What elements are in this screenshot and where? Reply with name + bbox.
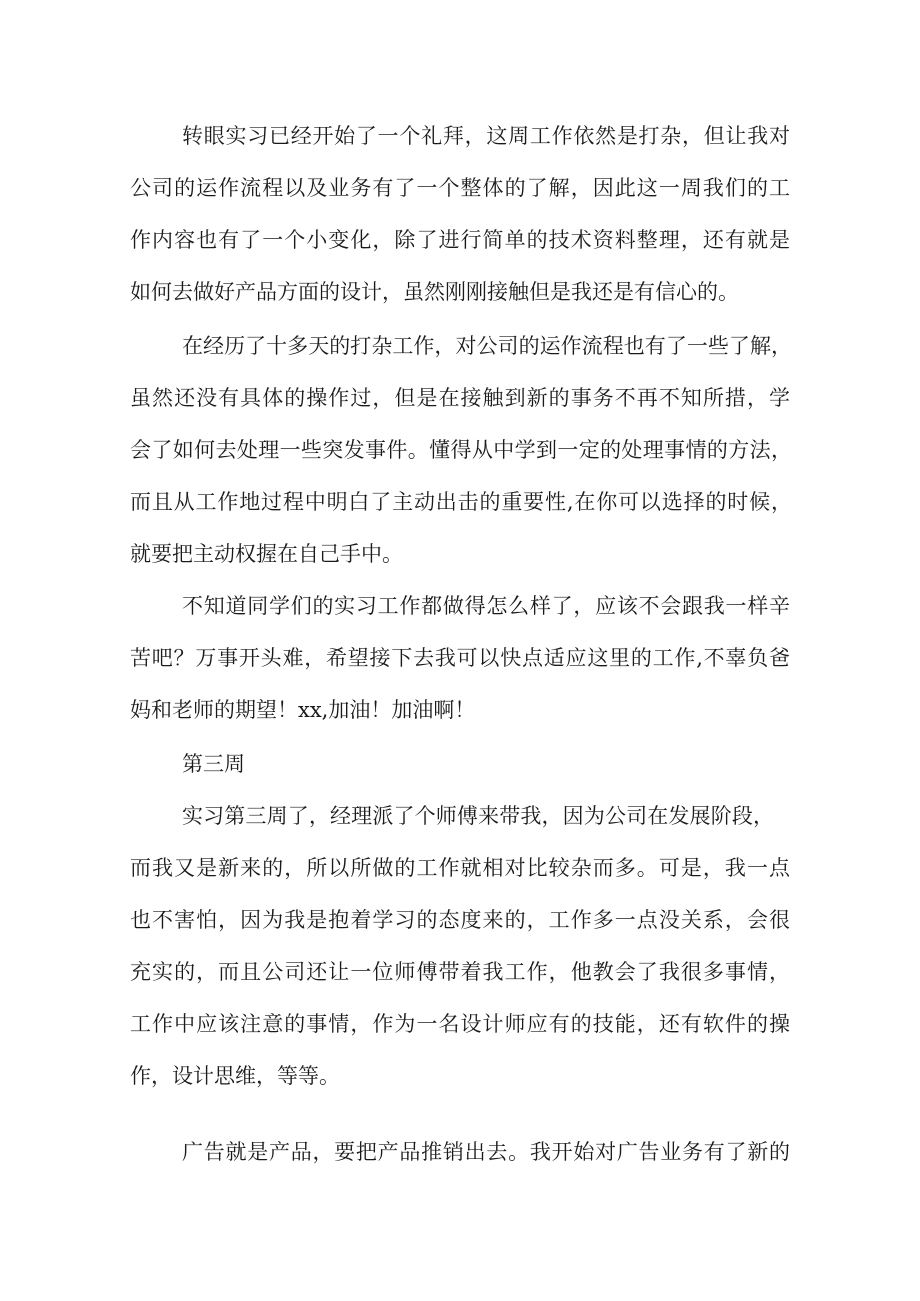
text-line: 公司的运作流程以及业务有了一个整体的了解，因此这一周我们的工 [130, 176, 790, 200]
text-line: 而我又是新来的，所以所做的工作就相对比较杂而多。可是，我一点 [130, 856, 790, 880]
text-line: 作内容也有了一个小变化，除了进行简单的技术资料整理，还有就是 [130, 228, 790, 252]
text-line: 而且从工作地过程中明白了主动出击的重要性,在你可以选择的时候， [130, 490, 792, 514]
text-line: 作，设计思维，等等。 [130, 1064, 340, 1088]
text-line: 苦吧？万事开头难，希望接下去我可以快点适应这里的工作,不辜负爸 [130, 646, 790, 670]
text-line: 转眼实习已经开始了一个礼拜，这周工作依然是打杂，但让我对 [182, 124, 790, 148]
text-line: 如何去做好产品方面的设计，虽然刚刚接触但是我还是有信心的。 [130, 280, 739, 304]
text-line: 在经历了十多天的打杂工作，对公司的运作流程也有了一些了解， [182, 334, 792, 358]
text-line: 不知道同学们的实习工作都做得怎么样了，应该不会跟我一样辛 [182, 594, 790, 618]
text-line: 也不害怕，因为我是抱着学习的态度来的，工作多一点没关系，会很 [130, 908, 790, 932]
text-line: 实习第三周了，经理派了个师傅来带我，因为公司在发展阶段， [182, 804, 774, 828]
text-line: 工作中应该注意的事情，作为一名设计师应有的技能，还有软件的操 [130, 1012, 790, 1036]
text-line: 充实的，而且公司还让一位师傅带着我工作，他教会了我很多事情， [130, 960, 790, 984]
text-line: 就要把主动权握在自己手中。 [130, 542, 403, 566]
text-line: 会了如何去处理一些突发事件。懂得从中学到一定的处理事情的方法， [130, 438, 792, 462]
text-line: 广告就是产品，要把产品推销出去。我开始对广告业务有了新的 [182, 1140, 790, 1164]
text-line: 妈和老师的期望！xx,加油！加油啊！ [130, 698, 476, 722]
section-heading: 第三周 [182, 752, 245, 776]
text-line: 虽然还没有具体的操作过，但是在接触到新的事务不再不知所措，学 [130, 386, 790, 410]
